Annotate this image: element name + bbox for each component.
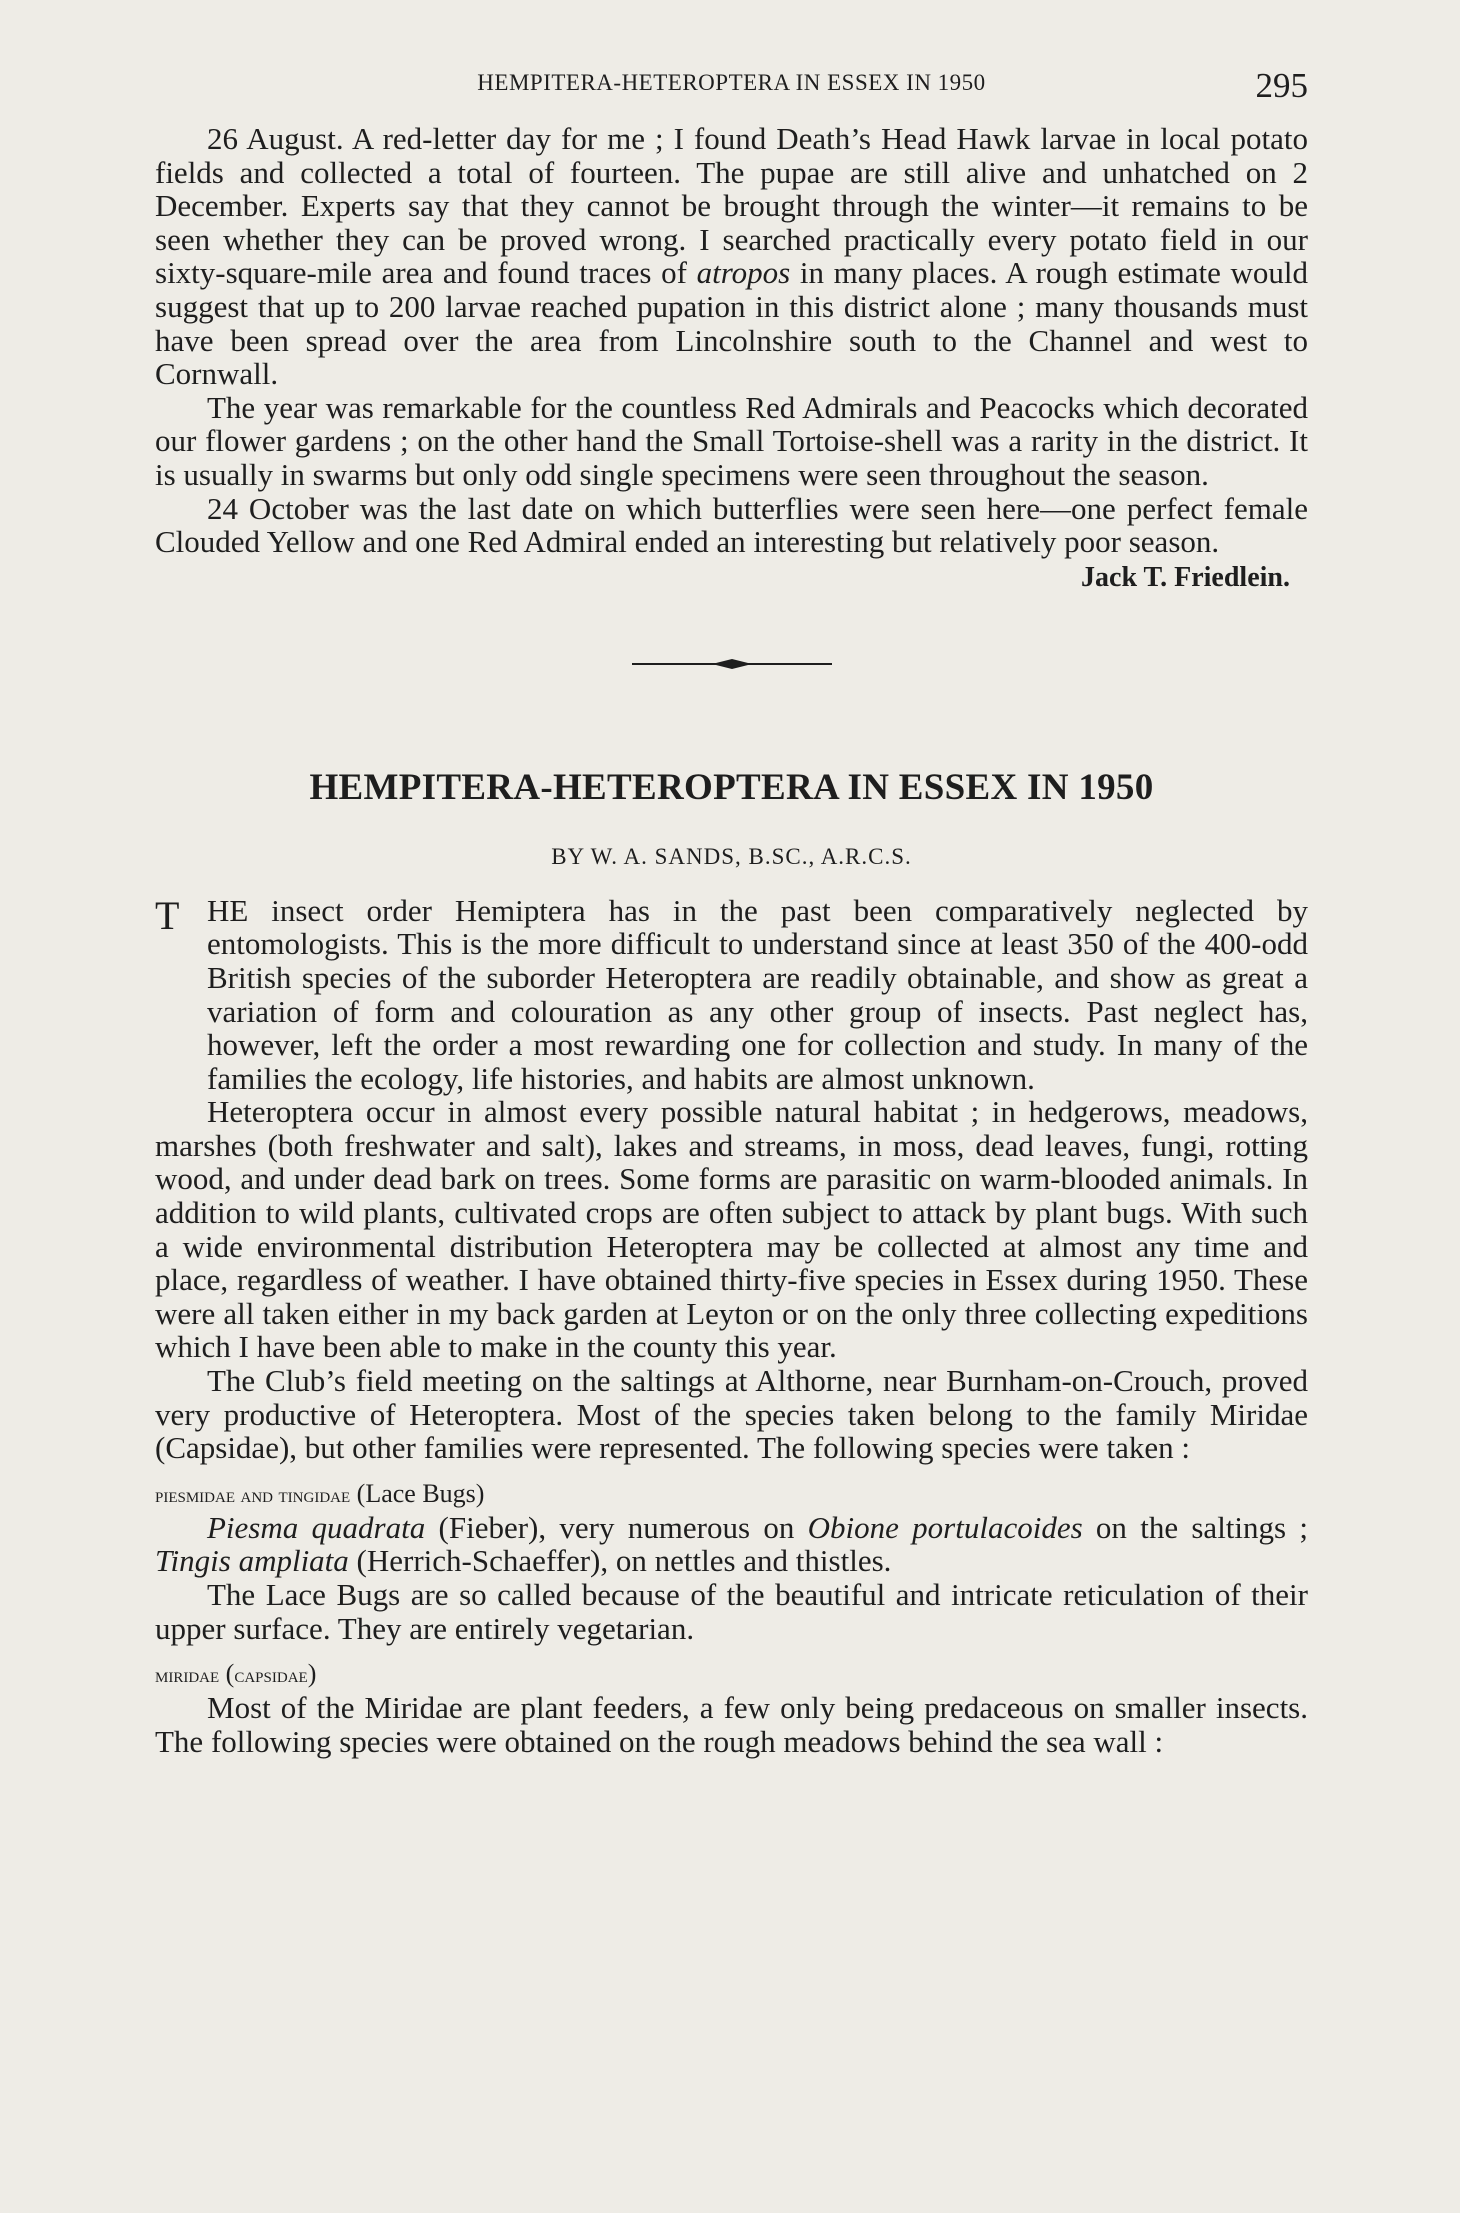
section-heading-text: (Lace Bugs) — [350, 1478, 485, 1508]
section-heading-piesmidae — [155, 1477, 1308, 1511]
paragraph-text: (Fieber), very numerous on — [425, 1509, 808, 1545]
section-heading-text: piesmidae and tingidae — [155, 1481, 351, 1507]
paragraph-text: HE insect order Hemiptera has in the past been comparatively neglected by entomologists. This is the more difficult to understand since at least 350 of the 400-odd British species of the suborder Heteroptera are readily obtainable, and show as great a variation of form and colouration as any other group of insects. Past neglect has, however, left the order a most rewarding one for collection and study. In many of the families the ecology, life histories, and habits are almost unknown. — [207, 892, 1308, 1096]
article-title: HEMPITERA-HETEROPTERA IN ESSEX IN 1950 — [309, 766, 1154, 808]
intro-paragraph — [155, 894, 1308, 1096]
species-name: Obione portulacoides — [807, 1509, 1083, 1545]
previous-article-end — [155, 122, 1308, 594]
paragraph-text: (Herrich-Schaeffer), on nettles and thistles. — [348, 1543, 892, 1579]
article-byline: BY W. A. SANDS, B.SC., A.R.C.S. — [551, 843, 912, 869]
paragraph-text: 26 August. A red-letter day for me ; I found Death’s Head Hawk larvae in local potato fields and collected a total of fourteen. The pupae are still alive and unhatched on 2 December. Experts say that they cannot be brought through the winter—it remains to be seen whether they can be proved wrong. I searched practically every potato field in our sixty-square-mile area and found traces of — [155, 121, 1308, 291]
page — [155, 62, 1308, 1758]
section-heading-miridae — [155, 1657, 1308, 1691]
paragraph: The Lace Bugs are so called because of the beautiful and intricate reticulation of their upper surface. They are entirely vegetarian. — [155, 1577, 1308, 1646]
divider-diamond-icon — [632, 656, 832, 672]
species-name: atropos — [696, 255, 791, 291]
paragraph — [155, 1511, 1308, 1578]
paragraph: Most of the Miridae are plant feeders, a few only being predaceous on smaller insects. The following species were obtained on the rough meadows behind the sea wall : — [155, 1690, 1308, 1759]
section-heading-text: ) — [307, 1659, 317, 1689]
species-name: Piesma quadrata — [207, 1509, 426, 1545]
drop-cap: T — [155, 892, 180, 938]
paragraph: The year was remarkable for the countless Red Admirals and Peacocks which decorated our flower gardens ; on the other hand the Small Tortoise-shell was a rarity in the district. It is usually in swarms but only odd single specimens were seen throughout the season. — [155, 389, 1308, 492]
paragraph — [155, 122, 1308, 391]
species-name: Tingis ampliata — [155, 1543, 349, 1579]
page-number: 295 — [1255, 66, 1308, 105]
running-head-title: HEMPITERA-HETEROPTERA IN ESSEX IN 1950 — [477, 70, 986, 95]
article — [155, 766, 1308, 1759]
paragraph: The Club’s field meeting on the saltings at Althorne, near Burnham-on-Crouch, proved very productive of Heteroptera. Most of the species taken belong to the family Miridae (Capsidae), but other families were represented. The following species were taken : — [155, 1363, 1308, 1466]
running-head — [155, 62, 1308, 118]
paragraph-text: in many places. A rough estimate would suggest that up to 200 larvae reached pupation in this district alone ; many thousands must have been spread over the area from Lincolnshire south to the Channel and west to Cornwall. — [155, 255, 1308, 392]
paragraph: Heteroptera occur in almost every possible natural habitat ; in hedgerows, meadows, marshes (both freshwater and salt), lakes and streams, in moss, dead leaves, fungi, rotting wood, and under dead bark on trees. Some forms are parasitic on warm-blooded animals. In addition to wild plants, cultivated crops are often subject to attack by plant bugs. With such a wide environmental distribution Heteroptera may be collected at almost any time and place, regardless of weather. I have obtained thirty-five species in Essex during 1950. These were all taken either in my back garden at Leyton or on the only three collecting expeditions which I have been able to make in the county this year. — [155, 1094, 1308, 1365]
paragraph: 24 October was the last date on which butterflies were seen here—one perfect female Clouded Yellow and one Red Admiral ended an interesting but relatively poor season. — [155, 490, 1308, 560]
section-heading-text: miridae — [155, 1662, 220, 1688]
section-heading-text: ( — [219, 1659, 235, 1689]
section-heading-text: capsidae — [234, 1662, 308, 1688]
section-divider-ornament — [155, 656, 1308, 672]
paragraph-text: on the saltings ; — [1082, 1509, 1308, 1545]
author-signature: Jack T. Friedlein. — [1081, 561, 1290, 593]
